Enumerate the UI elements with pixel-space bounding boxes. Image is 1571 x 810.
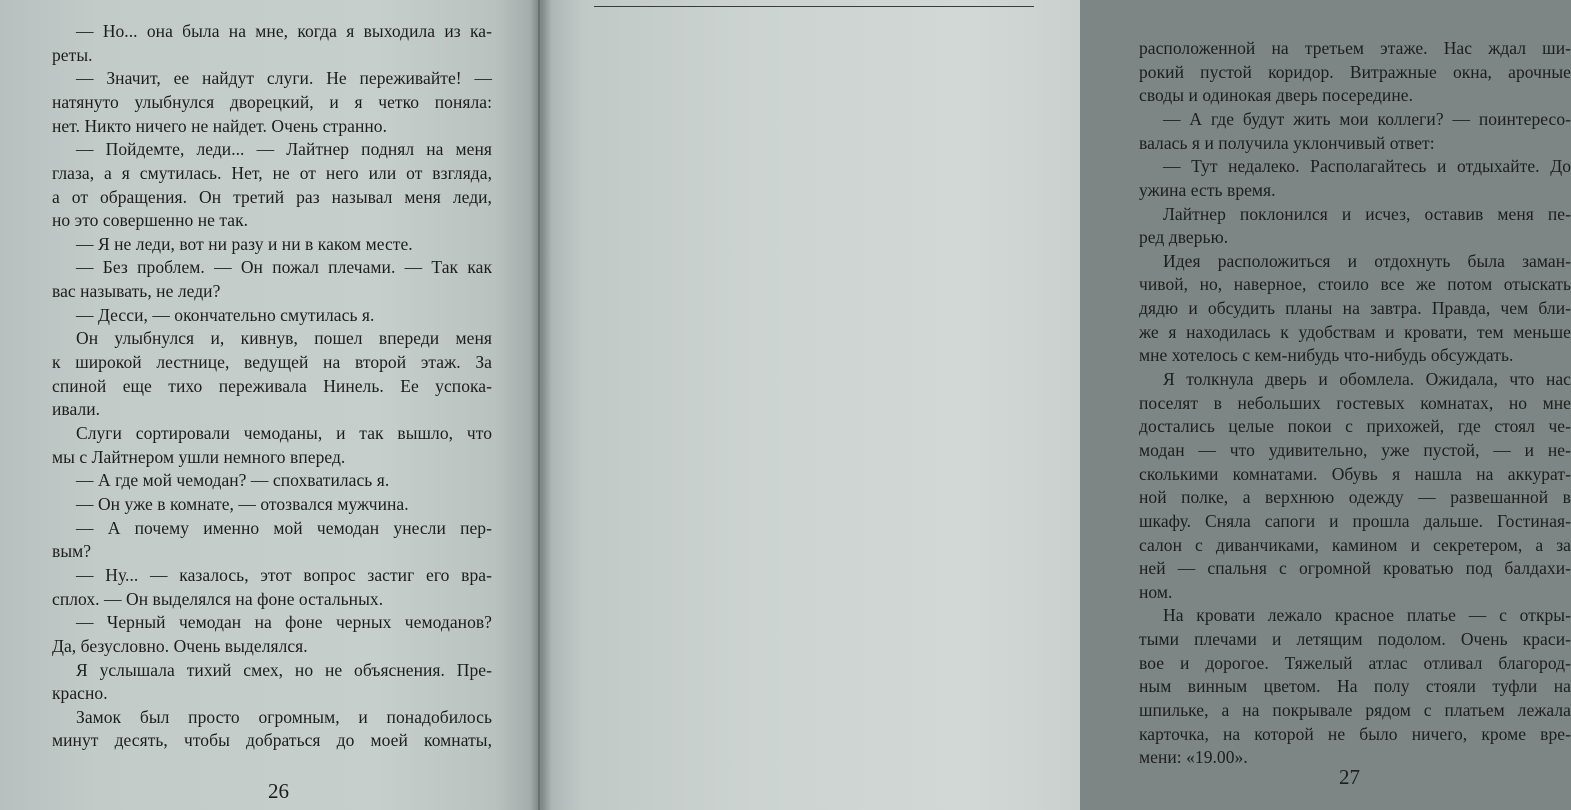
text-line: карточка, на которой не было ничего, кроме вре- (1139, 723, 1571, 744)
text-line: ивали. (52, 399, 101, 420)
text-line: Лайтнер поклонился и исчез, оставив меня пе- (1163, 203, 1571, 224)
book-gutter (530, 0, 552, 810)
text-line: ужина есть время. (1139, 179, 1276, 200)
text-line: Идея расположиться и отдохнуть была заман- (1163, 250, 1571, 271)
text-line: реты. (52, 44, 93, 65)
text-line: модан — что удивительно, уже пустой, — и не- (1139, 439, 1571, 460)
text-line: шкафу. Сняла сапоги и прошла дальше. Гостиная- (1139, 510, 1571, 531)
text-line: вым? (52, 541, 92, 562)
text-line: Да, безусловно. Очень выделялся. (52, 635, 308, 656)
text-line: вое и дорогое. Тяжелый атлас отливал благород- (1139, 652, 1571, 673)
text-line: — Ну... — казалось, этот вопрос застиг его вра- (76, 564, 492, 585)
text-line: — А где мой чемодан? — спохватилась я. (76, 470, 390, 491)
text-line: — Значит, ее найдут слуги. Не переживайте! — (76, 68, 492, 89)
text-line: минут десять, чтобы добраться до моей комнаты, (52, 730, 492, 751)
text-line: чивой, но, наверное, стоило все же потом отыскать (1139, 274, 1571, 295)
text-line: Слуги сортировали чемоданы, и так вышло, что (76, 423, 492, 443)
text-line: салон с диванчиками, камином и секретером, а за (1139, 534, 1571, 555)
text-line: Замок был просто огромным, и понадобилось (76, 706, 492, 727)
text-line: ней — спальня с огромной кроватью под балдахи- (1139, 558, 1571, 579)
text-line: мне хотелось с кем-нибудь что-нибудь обсуждать. (1139, 345, 1514, 366)
text-line: нет. Никто ничего не найдет. Очень странно. (52, 115, 388, 136)
header-rule (594, 6, 1034, 7)
text-line: сплох. — Он выделялся на фоне остальных. (52, 588, 384, 609)
text-line: а от обращения. Он третий раз называл меня леди, (52, 186, 492, 207)
text-line: мы с Лайтнером ушли немного вперед. (52, 446, 346, 467)
text-line: спиной еще тихо переживала Нинель. Ее успока- (52, 375, 492, 396)
text-line: — А где будут жить мои коллеги? — поинтересо- (1163, 108, 1571, 129)
text-line: — Он уже в комнате, — отозвался мужчина. (76, 493, 409, 514)
text-line: — Но... она была на мне, когда я выходила из ка- (76, 21, 492, 41)
text-line: — А почему именно мой чемодан унесли пер- (76, 517, 492, 538)
right-page (540, 0, 1571, 810)
text-line: — Без проблем. — Он пожал плечами. — Так как (76, 257, 492, 278)
text-line: своды и одинокая дверь посередине. (1139, 85, 1413, 106)
right-page-text (1139, 37, 1571, 770)
text-line: — Десси, — окончательно смутилась я. (76, 304, 375, 325)
text-line: расположенной на третьем этаже. Нас ждал ши- (1139, 38, 1571, 58)
text-line: — Пойдемте, леди... — Лайтнер поднял на меня (76, 139, 492, 160)
text-line: натянуто улыбнулся дворецкий, и я четко поняла: (52, 91, 492, 112)
text-line: — Тут недалеко. Располагайтесь и отдыхайте. До (1163, 156, 1571, 177)
text-line: Я услышала тихий смех, но не объяснения. Пре- (76, 659, 492, 680)
text-line: рокий пустой коридор. Витражные окна, арочные (1139, 61, 1571, 82)
text-line: шпильке, а на покрывале рядом с платьем лежала (1139, 700, 1571, 721)
text-line: вас называть, не леди? (52, 281, 221, 302)
text-line: Я толкнула дверь и обомлела. Ожидала, что нас (1163, 369, 1571, 390)
text-line: ред дверью. (1139, 227, 1229, 248)
left-page-text (52, 20, 492, 753)
text-line: дядю и обсудить планы на завтра. Правда, чем бли- (1139, 298, 1571, 319)
text-line: ным винным цветом. На полу стояли туфли на (1139, 676, 1571, 697)
text-line: Он улыбнулся и, кивнув, пошел впереди меня (76, 328, 492, 349)
text-line: глаза, а я смутилась. Нет, не от него или от взгляда, (52, 162, 492, 183)
right-page-number: 27 (1339, 765, 1360, 789)
text-line: — Черный чемодан на фоне черных чемоданов? (76, 612, 492, 633)
left-page (0, 0, 538, 810)
text-line: На кровати лежало красное платье — с откры- (1163, 605, 1571, 626)
text-line: тыми плечами и летящим подолом. Очень краси- (1139, 629, 1571, 650)
text-line: ной полке, а верхнюю одежду — развешанной в (1139, 487, 1571, 508)
text-line: ном. (1139, 581, 1173, 602)
text-line: поселят в небольших гостевых комнатах, но мне (1139, 392, 1571, 413)
text-line: но это совершенно не так. (52, 210, 249, 231)
left-page-number: 26 (268, 779, 289, 803)
text-line: красно. (52, 683, 108, 704)
text-line: — Я не леди, вот ни разу и ни в каком месте. (76, 233, 413, 254)
text-line: к широкой лестнице, ведущей на второй этаж. За (52, 352, 492, 373)
text-line: сколькими комнатами. Обувь я нашла на аккурат- (1139, 463, 1571, 484)
text-line: достались целые покои с прихожей, где стоял че- (1139, 416, 1571, 437)
text-line: же я находилась к удобствам и кровати, тем меньше (1139, 321, 1571, 342)
text-line: мени: «19.00». (1139, 747, 1248, 768)
text-line: валась я и получила уклончивый ответ: (1139, 132, 1435, 153)
